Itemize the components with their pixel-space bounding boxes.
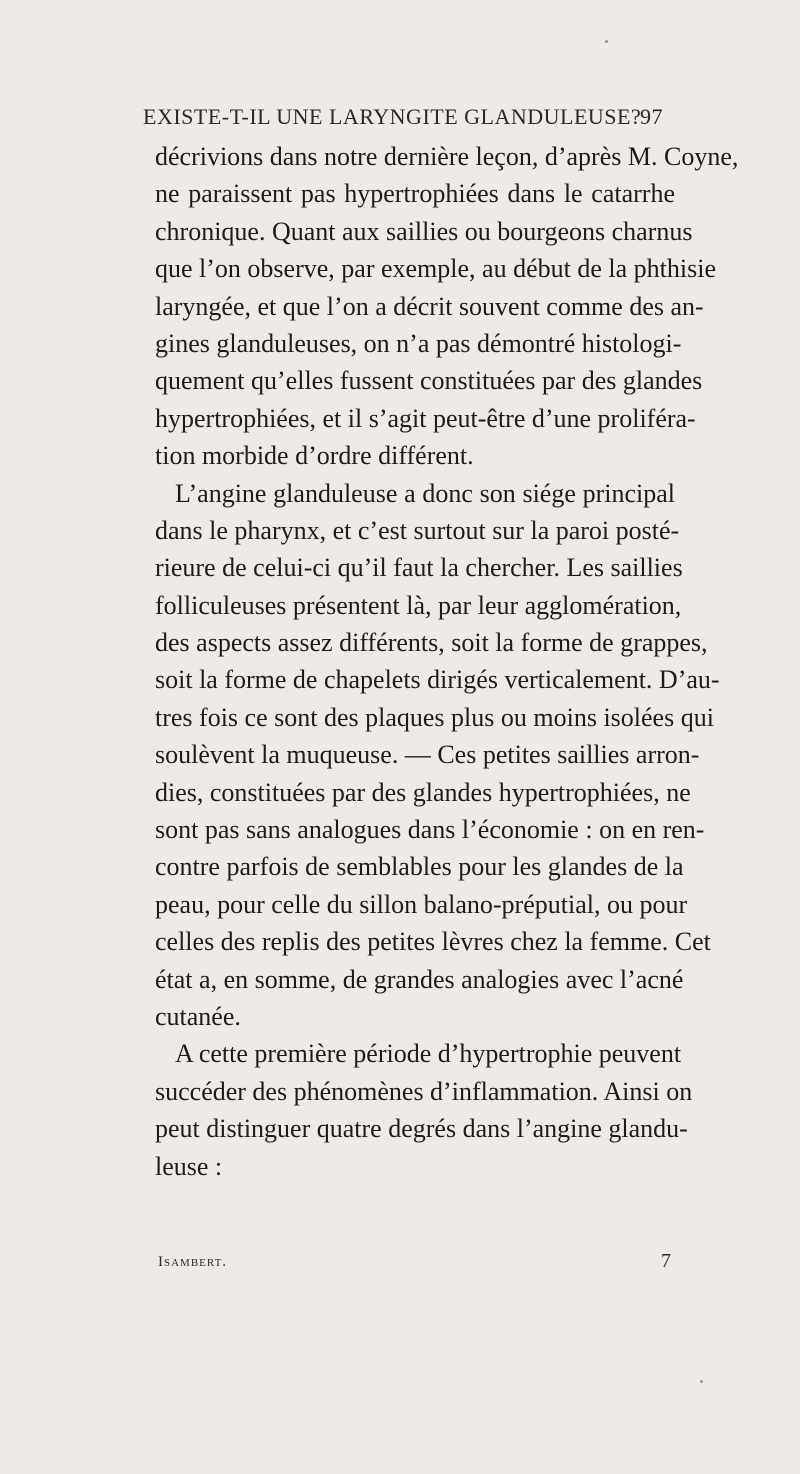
text-line: dans le pharynx, et c’est surtout sur la paroi posté- bbox=[155, 515, 680, 545]
text-line: dies, constituées par des glandes hypertrophiées, ne bbox=[155, 777, 691, 807]
text-line: quement qu’elles fussent constituées par des glandes bbox=[155, 366, 703, 396]
text-line: décrivions dans notre dernière leçon, d’après M. Coyne, bbox=[155, 142, 739, 171]
text-line: leuse : bbox=[155, 1151, 223, 1181]
text-line: état a, en somme, de grandes analogies avec l’acné bbox=[155, 964, 684, 994]
text-line: succéder des phénomènes d’inflammation. Ainsi on bbox=[155, 1076, 693, 1106]
text-line: des aspects assez différents, soit la forme de grappes, bbox=[155, 628, 708, 658]
text-line: tion morbide d’ordre différent. bbox=[155, 441, 474, 471]
running-title: EXISTE-T-IL UNE LARYNGITE GLANDULEUSE? bbox=[143, 104, 642, 129]
text-line: gines glanduleuses, on n’a pas démontré histologi- bbox=[155, 328, 682, 358]
text-line: sont pas sans analogues dans l’économie : on en ren- bbox=[155, 815, 705, 845]
paper-speck bbox=[605, 40, 608, 43]
text-line: celles des replis des petites lèvres chez la femme. Cet bbox=[155, 927, 711, 957]
text-line: soulèvent la muqueuse. — Ces petites saillies arron- bbox=[155, 740, 700, 770]
sheet-number: 7 bbox=[661, 1250, 671, 1272]
printer-signature: Isambert. bbox=[158, 1254, 228, 1270]
text-line: A cette première période d’hypertrophie peuvent bbox=[175, 1039, 682, 1069]
text-line: peut distinguer quatre degrés dans l’angine glandu- bbox=[155, 1114, 688, 1144]
page-number: 97 bbox=[640, 104, 663, 129]
text-line: contre parfois de semblables pour les glandes de la bbox=[155, 852, 684, 882]
running-head bbox=[143, 104, 663, 138]
text-line: chronique. Quant aux saillies ou bourgeons charnus bbox=[155, 216, 693, 246]
text-line: peau, pour celle du sillon balano-préputial, ou pour bbox=[155, 889, 688, 919]
body-text bbox=[155, 138, 739, 1185]
text-line: L’angine glanduleuse a donc son siége principal bbox=[175, 478, 675, 508]
text-line: hypertrophiées, et il s’agit peut-être d’une proliféra- bbox=[155, 403, 696, 433]
text-line: cutanée. bbox=[155, 1001, 241, 1031]
text-line: que l’on observe, par exemple, au début de la phthisie bbox=[155, 254, 716, 284]
text-line: ne paraissent pas hypertrophiées dans le catarrhe bbox=[155, 179, 675, 209]
page-footer bbox=[155, 1250, 675, 1276]
paper-speck bbox=[700, 1380, 703, 1383]
text-line: laryngée, et que l’on a décrit souvent comme des an- bbox=[155, 291, 704, 321]
text-line: rieure de celui-ci qu’il faut la chercher. Les saillies bbox=[155, 553, 683, 583]
text-line: folliculeuses présentent là, par leur agglomération, bbox=[155, 590, 682, 620]
text-line: tres fois ce sont des plaques plus ou moins isolées qui bbox=[155, 702, 714, 732]
text-line: soit la forme de chapelets dirigés verticalement. D’au- bbox=[155, 665, 720, 695]
